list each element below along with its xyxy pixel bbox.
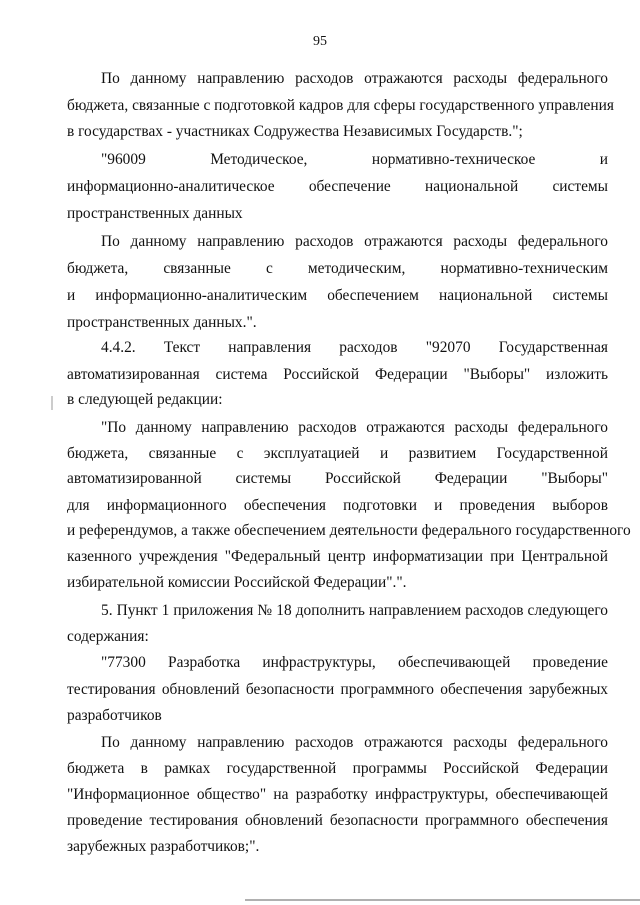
text-line: в государствах - участниках Содружества Независимых Государств."; (67, 123, 523, 140)
text-line: "По данному направлению расходов отражаются расходы федерального (101, 419, 608, 436)
text-line: "Информационное общество" на разработку инфраструктуры, обеспечивающей (67, 786, 608, 803)
text-line: бюджета, связанные с подготовкой кадров для сферы государственного управления (67, 97, 614, 114)
text-line: "77300 Разработка инфраструктуры, обеспечивающей проведение (101, 654, 608, 671)
text-line: По данному направлению расходов отражаются расходы федерального (101, 233, 608, 250)
text-line: пространственных данных (67, 205, 243, 222)
page-number: 95 (313, 34, 327, 49)
text-line: 4.4.2. Текст направления расходов "92070 Государственная (101, 339, 608, 356)
scan-artifact (51, 396, 53, 410)
text-line: избирательной комиссии Российской Федерации".". (67, 574, 407, 591)
text-line: содержания: (67, 628, 149, 645)
text-line: информационно-аналитическое обеспечение национальной системы (67, 178, 608, 195)
text-line: По данному направлению расходов отражаются расходы федерального (101, 734, 608, 751)
text-line: пространственных данных.". (67, 314, 257, 331)
text-line: в следующей редакции: (67, 391, 223, 408)
text-line: 5. Пункт 1 приложения № 18 дополнить направлением расходов следующего (101, 602, 608, 619)
text-line: и информационно-аналитическим обеспечением национальной системы (67, 287, 608, 304)
text-line: проведение тестирования обновлений безопасности программного обеспечения (67, 812, 608, 829)
text-line: и референдумов, а также обеспечением деятельности федерального государственного (67, 522, 631, 539)
text-line: разработчиков (67, 707, 162, 724)
text-line: автоматизированная система Российской Федерации "Выборы" изложить (67, 366, 608, 383)
text-line: автоматизированной системы Российской Федерации "Выборы" (67, 470, 608, 487)
text-line: тестирования обновлений безопасности программного обеспечения зарубежных (67, 681, 608, 698)
text-line: для информационного обеспечения подготовки и проведения выборов (67, 497, 608, 514)
text-line: зарубежных разработчиков;". (67, 838, 260, 855)
text-line: казенного учреждения "Федеральный центр информатизации при Центральной (67, 548, 608, 565)
text-line: бюджета, связанные с эксплуатацией и развитием Государственной (67, 445, 608, 462)
text-line: По данному направлению расходов отражаются расходы федерального (101, 70, 608, 87)
text-line: бюджета в рамках государственной программы Российской Федерации (67, 760, 608, 777)
text-line: бюджета, связанные с методическим, нормативно-техническим (67, 260, 608, 277)
scan-edge-line (245, 899, 640, 901)
text-line: "96009 Методическое, нормативно-техническое и (101, 151, 608, 168)
